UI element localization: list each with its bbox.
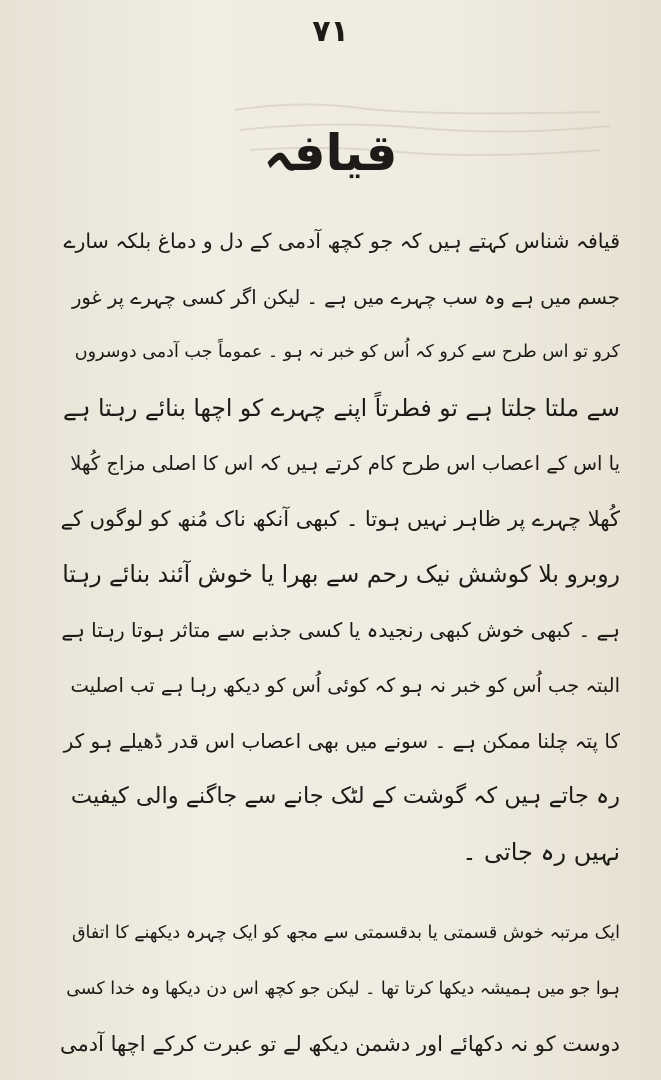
body-text — [60, 214, 620, 1073]
text-line: ایک مرتبہ خوش قسمتی یا بدقسمتی سے مجھ کو ایک چہرہ دیکھنے کا اتفاق — [71, 923, 620, 943]
text-line: کرو تو اس طرح سے کرو کہ اُس کو خبر نہ ہو ۔ عموماً جب آدمی دوسروں — [74, 342, 620, 362]
text-line: یا اس کے اعصاب اس طرح کام کرتے ہیں کہ اس کا اصلی مزاج کُھلا — [70, 452, 620, 475]
text-line: ہے ۔ کبھی خوش کبھی رنجیدہ یا کسی جذبے سے متاثر ہوتا رہتا ہے — [61, 617, 620, 642]
text-line: نہیں رہ جاتی ۔ — [462, 837, 620, 866]
text-line: البتہ جب اُس کو خبر نہ ہو کہ کوئی اُس کو دیکھ رہا ہے تب اصلیت — [70, 674, 620, 697]
paragraph-gap — [60, 880, 620, 906]
page-number: ۷۱ — [312, 14, 349, 49]
text-line: روبرو بلا کوشش نیک رحم سے بھرا یا خوش آئند بنائے رہتا — [62, 560, 620, 588]
text-line: کُھلا چہرے پر ظاہر نہیں ہوتا ۔ کبھی آنکھ ناک مُنھ کو لوگوں کے — [60, 506, 620, 531]
text-line: دوست کو نہ دکھائے اور دشمن دیکھ لے تو عبرت کرکے اچھا آدمی — [60, 1032, 620, 1056]
text-line: قیافہ شناس کہتے ہیں کہ جو کچھ آدمی کے دل و دماغ بلکہ سارے — [63, 229, 620, 253]
text-line: جسم میں ہے وہ سب چہرے میں ہے ۔ لیکن اگر کسی چہرے پر غور — [71, 285, 620, 309]
text-line: ہوا جو میں ہمیشہ دیکھا کرتا تھا ۔ لیکن جو کچھ اس دن دیکھا وہ خدا کسی — [66, 978, 620, 999]
text-line: کا پتہ چلنا ممکن ہے ۔ سونے میں بھی اعصاب اس قدر ڈھیلے ہو کر — [63, 728, 620, 753]
text-line: سے ملتا جلتا ہے تو فطرتاً اپنے چہرے کو اچھا بنائے رہتا ہے — [62, 393, 620, 422]
text-line: رہ جاتے ہیں کہ گوشت کے لٹک جانے سے جاگنے والی کیفیت — [70, 783, 620, 809]
chapter-title: قیافہ — [263, 124, 398, 182]
